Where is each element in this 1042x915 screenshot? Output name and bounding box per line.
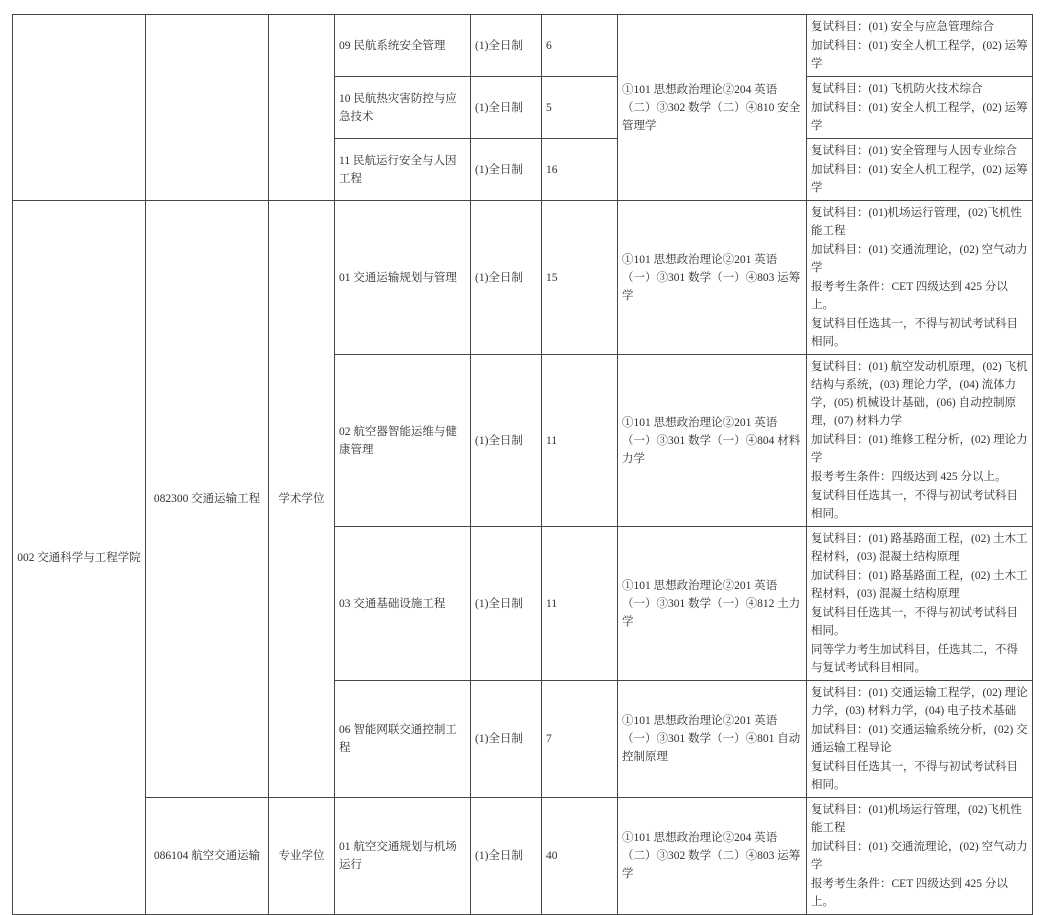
study-mode-cell: (1)全日制 [471,527,542,681]
remark-line: 加试科目：(01) 安全人机工程学，(02) 运筹学 [811,102,1028,132]
quota-cell: 15 [542,201,618,355]
remarks-cell [807,798,1033,915]
study-mode-cell: (1)全日制 [471,798,542,915]
remark-line: 复试科目任选其一，不得与初试考试科目相同。 [811,607,1018,637]
remark-line: 复试科目任选其一，不得与初试考试科目相同。 [811,318,1018,348]
quota-cell: 11 [542,527,618,681]
exam-subjects-cell: ①101 思想政治理论②204 英语（二）③302 数学（二）④803 运筹学 [618,798,807,915]
exam-subjects-cell: ①101 思想政治理论②201 英语（一）③301 数学（一）④801 自动控制原理 [618,681,807,798]
college-cell: 002 交通科学与工程学院 [13,201,146,915]
degree-cell: 专业学位 [269,798,335,915]
remark-line: 加试科目：(01) 交通运输系统分析，(02) 交通运输工程导论 [811,724,1028,754]
table-row [13,798,1033,915]
exam-subjects-cell: ①101 思想政治理论②201 英语（一）③301 数学（一）④804 材料力学 [618,355,807,527]
quota-cell: 40 [542,798,618,915]
direction-cell: 02 航空器智能运维与健康管理 [335,355,471,527]
direction-cell: 01 航空交通规划与机场运行 [335,798,471,915]
study-mode-cell: (1)全日制 [471,139,542,201]
table-row [13,15,1033,77]
quota-cell: 5 [542,77,618,139]
remark-line: 同等学力考生加试科目，任选其二，不得与复试考试科目相同。 [811,644,1018,674]
quota-cell: 7 [542,681,618,798]
direction-cell: 11 民航运行安全与人因工程 [335,139,471,201]
remark-line: 报考考生条件：CET 四级达到 425 分以上。 [811,878,1008,908]
remark-line: 复试科目：(01)机场运行管理，(02)飞机性能工程 [811,207,1022,237]
remarks-cell [807,527,1033,681]
remarks-cell [807,15,1033,77]
direction-cell: 10 民航热灾害防控与应急技术 [335,77,471,139]
remark-line: 复试科目任选其一，不得与初试考试科目相同。 [811,490,1018,520]
remark-line: 报考考生条件：四级达到 425 分以上。 [811,471,1007,483]
quota-cell: 16 [542,139,618,201]
remark-line: 加试科目：(01) 交通流理论，(02) 空气动力学 [811,244,1028,274]
remark-line: 加试科目：(01) 安全人机工程学，(02) 运筹学 [811,40,1028,70]
remark-line: 加试科目：(01) 路基路面工程，(02) 土木工程材料，(03) 混凝土结构原理 [811,570,1028,600]
quota-cell: 6 [542,15,618,77]
study-mode-cell: (1)全日制 [471,355,542,527]
direction-cell: 01 交通运输规划与管理 [335,201,471,355]
remarks-cell [807,201,1033,355]
study-mode-cell: (1)全日制 [471,201,542,355]
admissions-table [12,14,1033,915]
remark-line: 报考考生条件：CET 四级达到 425 分以上。 [811,281,1008,311]
exam-subjects-cell: ①101 思想政治理论②201 英语（一）③301 数学（一）④803 运筹学 [618,201,807,355]
remarks-cell [807,77,1033,139]
study-mode-cell: (1)全日制 [471,681,542,798]
quota-cell: 11 [542,355,618,527]
remarks-cell [807,139,1033,201]
remarks-cell [807,681,1033,798]
table-row [13,201,1033,355]
remarks-cell [807,355,1033,527]
remark-line: 加试科目：(01) 交通流理论，(02) 空气动力学 [811,841,1028,871]
remark-line: 复试科目：(01) 安全与应急管理综合 [811,21,995,33]
remark-line: 复试科目：(01) 路基路面工程，(02) 土木工程材料，(03) 混凝土结构原理 [811,533,1028,563]
remark-line: 复试科目：(01) 航空发动机原理，(02) 飞机结构与系统，(03) 理论力学，(04) 流体力学，(05) 机械设计基础，(06) 自动控制原理，(07) 材料力学 [811,361,1028,427]
college-cell-empty [13,15,146,201]
direction-cell: 09 民航系统安全管理 [335,15,471,77]
major-cell-empty [146,15,269,201]
remark-line: 复试科目：(01) 交通运输工程学，(02) 理论力学，(03) 材料力学，(04) 电子技术基础 [811,687,1028,717]
exam-subjects-cell: ①101 思想政治理论②201 英语（一）③301 数学（一）④812 土力学 [618,527,807,681]
major-cell: 082300 交通运输工程 [146,201,269,798]
remark-line: 复试科目任选其一，不得与初试考试科目相同。 [811,761,1018,791]
remark-line: 加试科目：(01) 维修工程分析，(02) 理论力学 [811,434,1028,464]
study-mode-cell: (1)全日制 [471,77,542,139]
remark-line: 复试科目：(01) 飞机防火技术综合 [811,83,983,95]
remark-line: 复试科目：(01)机场运行管理，(02)飞机性能工程 [811,804,1022,834]
remark-line: 加试科目：(01) 安全人机工程学，(02) 运筹学 [811,164,1028,194]
degree-cell-empty [269,15,335,201]
direction-cell: 03 交通基础设施工程 [335,527,471,681]
degree-cell: 学术学位 [269,201,335,798]
remark-line: 复试科目：(01) 安全管理与人因专业综合 [811,145,1018,157]
major-cell: 086104 航空交通运输 [146,798,269,915]
exam-subjects-cell: ①101 思想政治理论②204 英语（二）③302 数学（二）④810 安全管理学 [618,15,807,201]
study-mode-cell: (1)全日制 [471,15,542,77]
direction-cell: 06 智能网联交通控制工程 [335,681,471,798]
